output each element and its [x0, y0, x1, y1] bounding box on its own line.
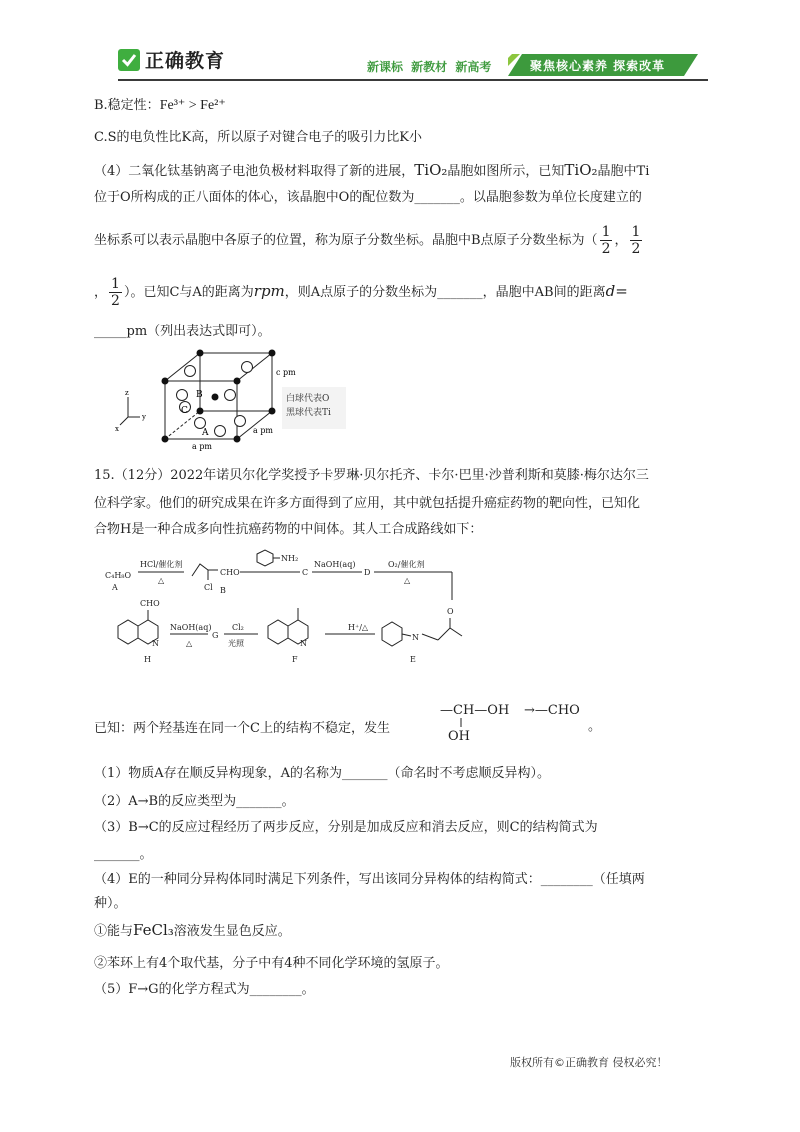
svg-text:Cl₂: Cl₂ — [232, 623, 244, 632]
sub-q3-line1: （3）B→C的反应过程经历了两步反应，分别是加成反应和消去反应，则C的结构简式为 — [94, 820, 598, 835]
svg-text:O: O — [447, 607, 454, 616]
svg-text:C: C — [181, 406, 188, 416]
q15-intro-line1: 15.（12分）2022年诺贝尔化学奖授予卡罗琳·贝尔托齐、卡尔·巴里·沙普利斯和莫膝·梅尔达尔三 — [94, 468, 649, 483]
slogan-left: 新课标 新教材 新高考 — [367, 60, 492, 74]
fraction-half: $\frac{1}{2}$ — [111, 276, 120, 309]
q15-intro-line3: 合物H是一种合成多向性抗癌药物的中间体。其人工合成路线如下： — [94, 522, 483, 537]
svg-text:O₂/催化剂: O₂/催化剂 — [388, 560, 425, 569]
svg-text:△: △ — [404, 576, 411, 585]
q15-intro-line2: 位科学家。他们的研究成果在许多方面得到了应用，其中就包括提升癌症药物的靶向性，已知化 — [94, 496, 641, 511]
q14-4-line4: ， $\frac{1}{2}$ ）。已知C与A的距离为rpm，则A点原子的分数坐标为_______，晶胞中AB间的距离d= — [94, 276, 628, 309]
svg-text:F: F — [292, 655, 298, 664]
crystal-cell-figure — [110, 345, 360, 451]
svg-text:E: E — [410, 655, 416, 664]
header-divider — [118, 79, 708, 81]
svg-text:N: N — [300, 639, 307, 648]
svg-text:OH: OH — [448, 729, 470, 744]
fraction-half: $\frac{1}{2}$ — [601, 224, 611, 257]
sub-q4-line2: 种）。 — [94, 896, 127, 911]
fraction-half: $\frac{1}{2}$ — [631, 224, 641, 257]
svg-text:NaOH(aq): NaOH(aq) — [170, 623, 212, 632]
svg-text:白球代表O: 白球代表O — [286, 394, 330, 404]
logo-text: 正确教育 — [145, 50, 226, 72]
q14-4-line3: 坐标系可以表示晶胞中各原子的位置，称为原子分数坐标。晶胞中B点原子分数坐标为（ $\frac{1}{2}$ ， $\frac{1}{2}$ — [94, 224, 641, 257]
svg-text:N: N — [412, 633, 419, 642]
svg-text:x: x — [115, 425, 119, 433]
svg-text:A: A — [202, 428, 209, 438]
svg-text:G: G — [212, 631, 219, 640]
svg-text:光照: 光照 — [228, 639, 244, 648]
sub-q4-line1: （4）E的一种同分异构体同时满足下列条件，写出该同分异构体的结构简式：________（任填两 — [94, 872, 645, 887]
condition-1: ①能与FeCl₃溶液发生显色反应。 — [94, 921, 291, 939]
slogan-right: 聚焦核心素养 探索改革 — [530, 59, 666, 73]
svg-text:z: z — [125, 389, 129, 397]
svg-text:D: D — [364, 568, 371, 577]
svg-text:。: 。 — [588, 719, 602, 734]
svg-text:a pm: a pm — [253, 426, 274, 435]
q14-4-line2: 位于O所构成的正八面体的体心，该晶胞中O的配位数为_______。以晶胞参数为单位长度建立的 — [94, 190, 642, 205]
svg-text:A: A — [112, 583, 118, 592]
svg-text:C: C — [302, 568, 309, 577]
svg-text:H: H — [144, 655, 151, 664]
synthesis-route — [100, 548, 500, 683]
logo — [118, 46, 225, 73]
svg-text:△: △ — [186, 639, 193, 648]
svg-text:a pm: a pm — [192, 442, 213, 451]
q14-4-line5: _____pm（列出表达式即可）。 — [94, 324, 271, 339]
known-reaction — [440, 696, 620, 746]
sub-q3-line2: _______。 — [94, 847, 153, 862]
condition-2: ②苯环上有4个取代基，分子中有4种不同化学环境的氢原子。 — [94, 956, 449, 971]
svg-text:→—CHO: →—CHO — [524, 703, 580, 718]
svg-text:C₄H₈O: C₄H₈O — [105, 571, 132, 580]
slogan-band — [508, 54, 698, 76]
svg-text:NaOH(aq): NaOH(aq) — [314, 560, 356, 569]
copyright-footer: 版权所有©正确教育 侵权必究！ — [510, 1056, 668, 1069]
svg-text:c pm: c pm — [276, 368, 296, 377]
option-b: B.稳定性：Fe³⁺ > Fe²⁺ — [94, 98, 226, 113]
check-icon — [118, 49, 140, 71]
svg-text:CHO: CHO — [140, 599, 160, 608]
sub-q5: （5）F→G的化学方程式为________。 — [94, 982, 315, 997]
option-c: C.S的电负性比K高，所以原子对键合电子的吸引力比K小 — [94, 130, 422, 145]
svg-text:黑球代表Ti: 黑球代表Ti — [286, 408, 331, 418]
known-condition: 已知：两个羟基连在同一个C上的结构不稳定，发生 — [94, 721, 390, 736]
svg-text:—CH—OH: —CH—OH — [440, 703, 510, 718]
sub-q1: （1）物质A存在顺反异构现象，A的名称为_______（命名时不考虑顺反异构）。 — [94, 766, 551, 781]
svg-text:y: y — [142, 413, 146, 421]
svg-text:N: N — [152, 639, 159, 648]
svg-text:CHO: CHO — [220, 568, 240, 577]
page-header — [0, 0, 800, 90]
svg-text:△: △ — [158, 576, 165, 585]
svg-text:NH₂: NH₂ — [281, 554, 299, 563]
svg-text:B: B — [220, 586, 226, 595]
q14-4-line1: （4）二氧化钛基钠离子电池负极材料取得了新的进展，TiO₂晶胞如图所示，已知TiO₂晶胞中Ti — [94, 161, 650, 179]
svg-text:B: B — [196, 390, 203, 400]
svg-text:HCl/催化剂: HCl/催化剂 — [140, 560, 183, 569]
svg-text:H⁺/△: H⁺/△ — [348, 623, 369, 632]
sub-q2: （2）A→B的反应类型为_______。 — [94, 794, 295, 809]
svg-text:Cl: Cl — [204, 583, 213, 592]
